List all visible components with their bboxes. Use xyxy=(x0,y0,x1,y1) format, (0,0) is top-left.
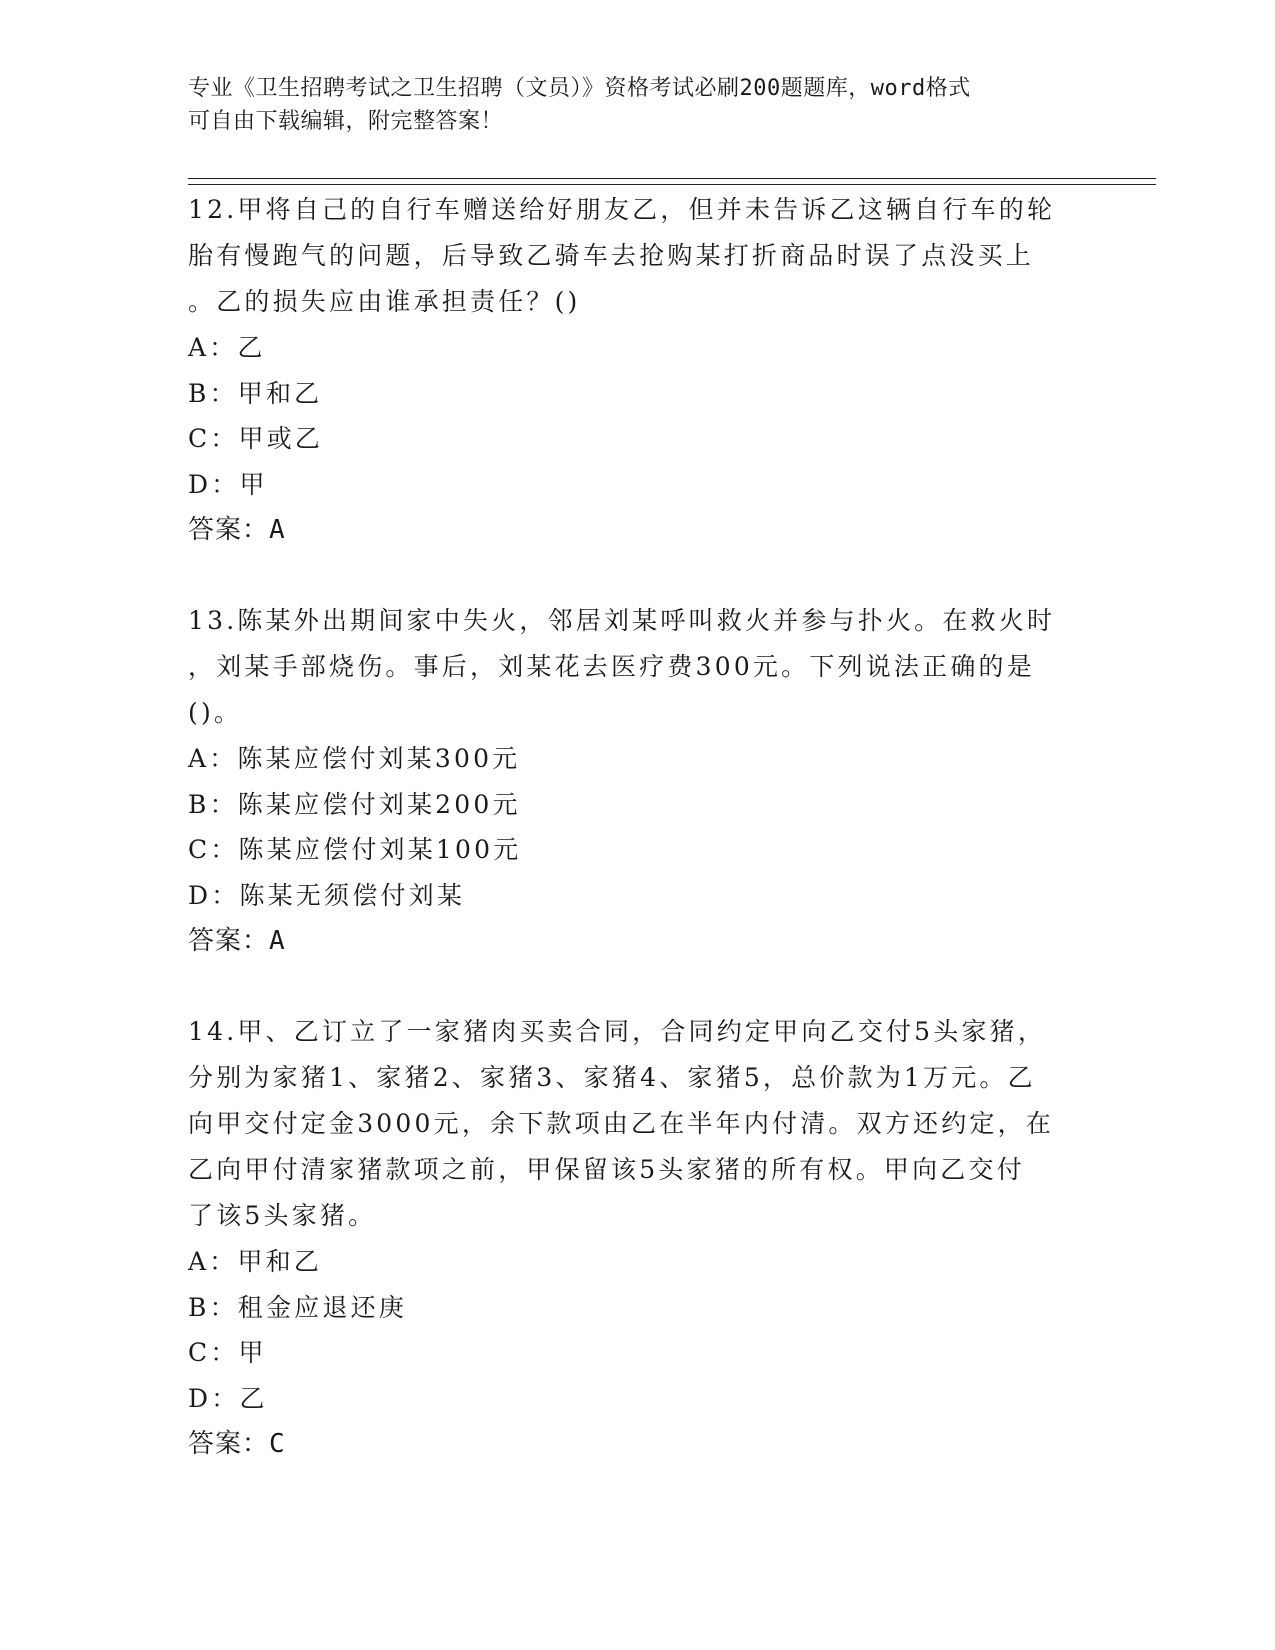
question-stem-line: 向甲交付定金3000元，余下款项由乙在半年内付清。双方还约定，在 xyxy=(188,1109,1055,1138)
option-b: B：甲和乙 xyxy=(188,378,323,408)
option-c: C：陈某应偿付刘某100元 xyxy=(188,835,522,864)
question-spacer xyxy=(188,964,1088,1009)
option-d: D：甲 xyxy=(188,469,268,499)
option-d: D：陈某无须偿付刘某 xyxy=(188,880,466,910)
option-a: A：甲和乙 xyxy=(188,1247,323,1276)
question-13 xyxy=(188,598,1088,964)
header-line-1: 专业《卫生招聘考试之卫生招聘（文员）》资格考试必刷200题题库，word格式 xyxy=(188,76,971,101)
question-stem-line: 。乙的损失应由谁承担责任？() xyxy=(188,287,581,316)
question-spacer xyxy=(188,553,1088,598)
question-stem-line: 了该5头家猪。 xyxy=(188,1201,377,1230)
question-stem-line: ()。 xyxy=(188,698,243,727)
option-c: C：甲或乙 xyxy=(188,424,324,453)
question-stem-line: 乙向甲付清家猪款项之前，甲保留该5头家猪的所有权。甲向乙交付 xyxy=(188,1155,1025,1184)
document-header xyxy=(188,72,1068,138)
question-stem-line: 14.甲、乙订立了一家猪肉买卖合同，合同约定甲向乙交付5头家猪， xyxy=(188,1017,1047,1046)
option-d: D：乙 xyxy=(188,1383,268,1413)
question-stem-line: 胎有慢跑气的问题，后导致乙骑车去抢购某打折商品时误了点没买上 xyxy=(188,241,1035,270)
question-12 xyxy=(188,187,1088,553)
answer-label: 答案：A xyxy=(188,515,286,545)
option-c: C：甲 xyxy=(188,1338,267,1367)
header-divider-bottom xyxy=(188,184,1156,185)
option-b: B：租金应退还庚 xyxy=(188,1292,407,1322)
answer-label: 答案：C xyxy=(188,1429,286,1459)
option-b: B：陈某应偿付刘某200元 xyxy=(188,789,521,819)
header-line-2: 可自由下载编辑，附完整答案！ xyxy=(188,109,504,134)
question-stem-line: 13.陈某外出期间家中失火，邻居刘某呼叫救火并参与扑火。在救火时 xyxy=(188,606,1056,635)
header-divider-top xyxy=(188,178,1156,179)
question-stem-line: ，刘某手部烧伤。事后，刘某花去医疗费300元。下列说法正确的是 xyxy=(188,652,1035,681)
question-stem-line: 12.甲将自己的自行车赠送给好朋友乙，但并未告诉乙这辆自行车的轮 xyxy=(188,195,1056,224)
option-a: A：陈某应偿付刘某300元 xyxy=(188,744,521,773)
question-stem-line: 分别为家猪1、家猪2、家猪3、家猪4、家猪5，总价款为1万元。乙 xyxy=(188,1063,1036,1092)
question-list xyxy=(188,187,1088,1467)
option-a: A：乙 xyxy=(188,333,266,362)
question-14 xyxy=(188,1009,1088,1467)
answer-label: 答案：A xyxy=(188,926,286,956)
